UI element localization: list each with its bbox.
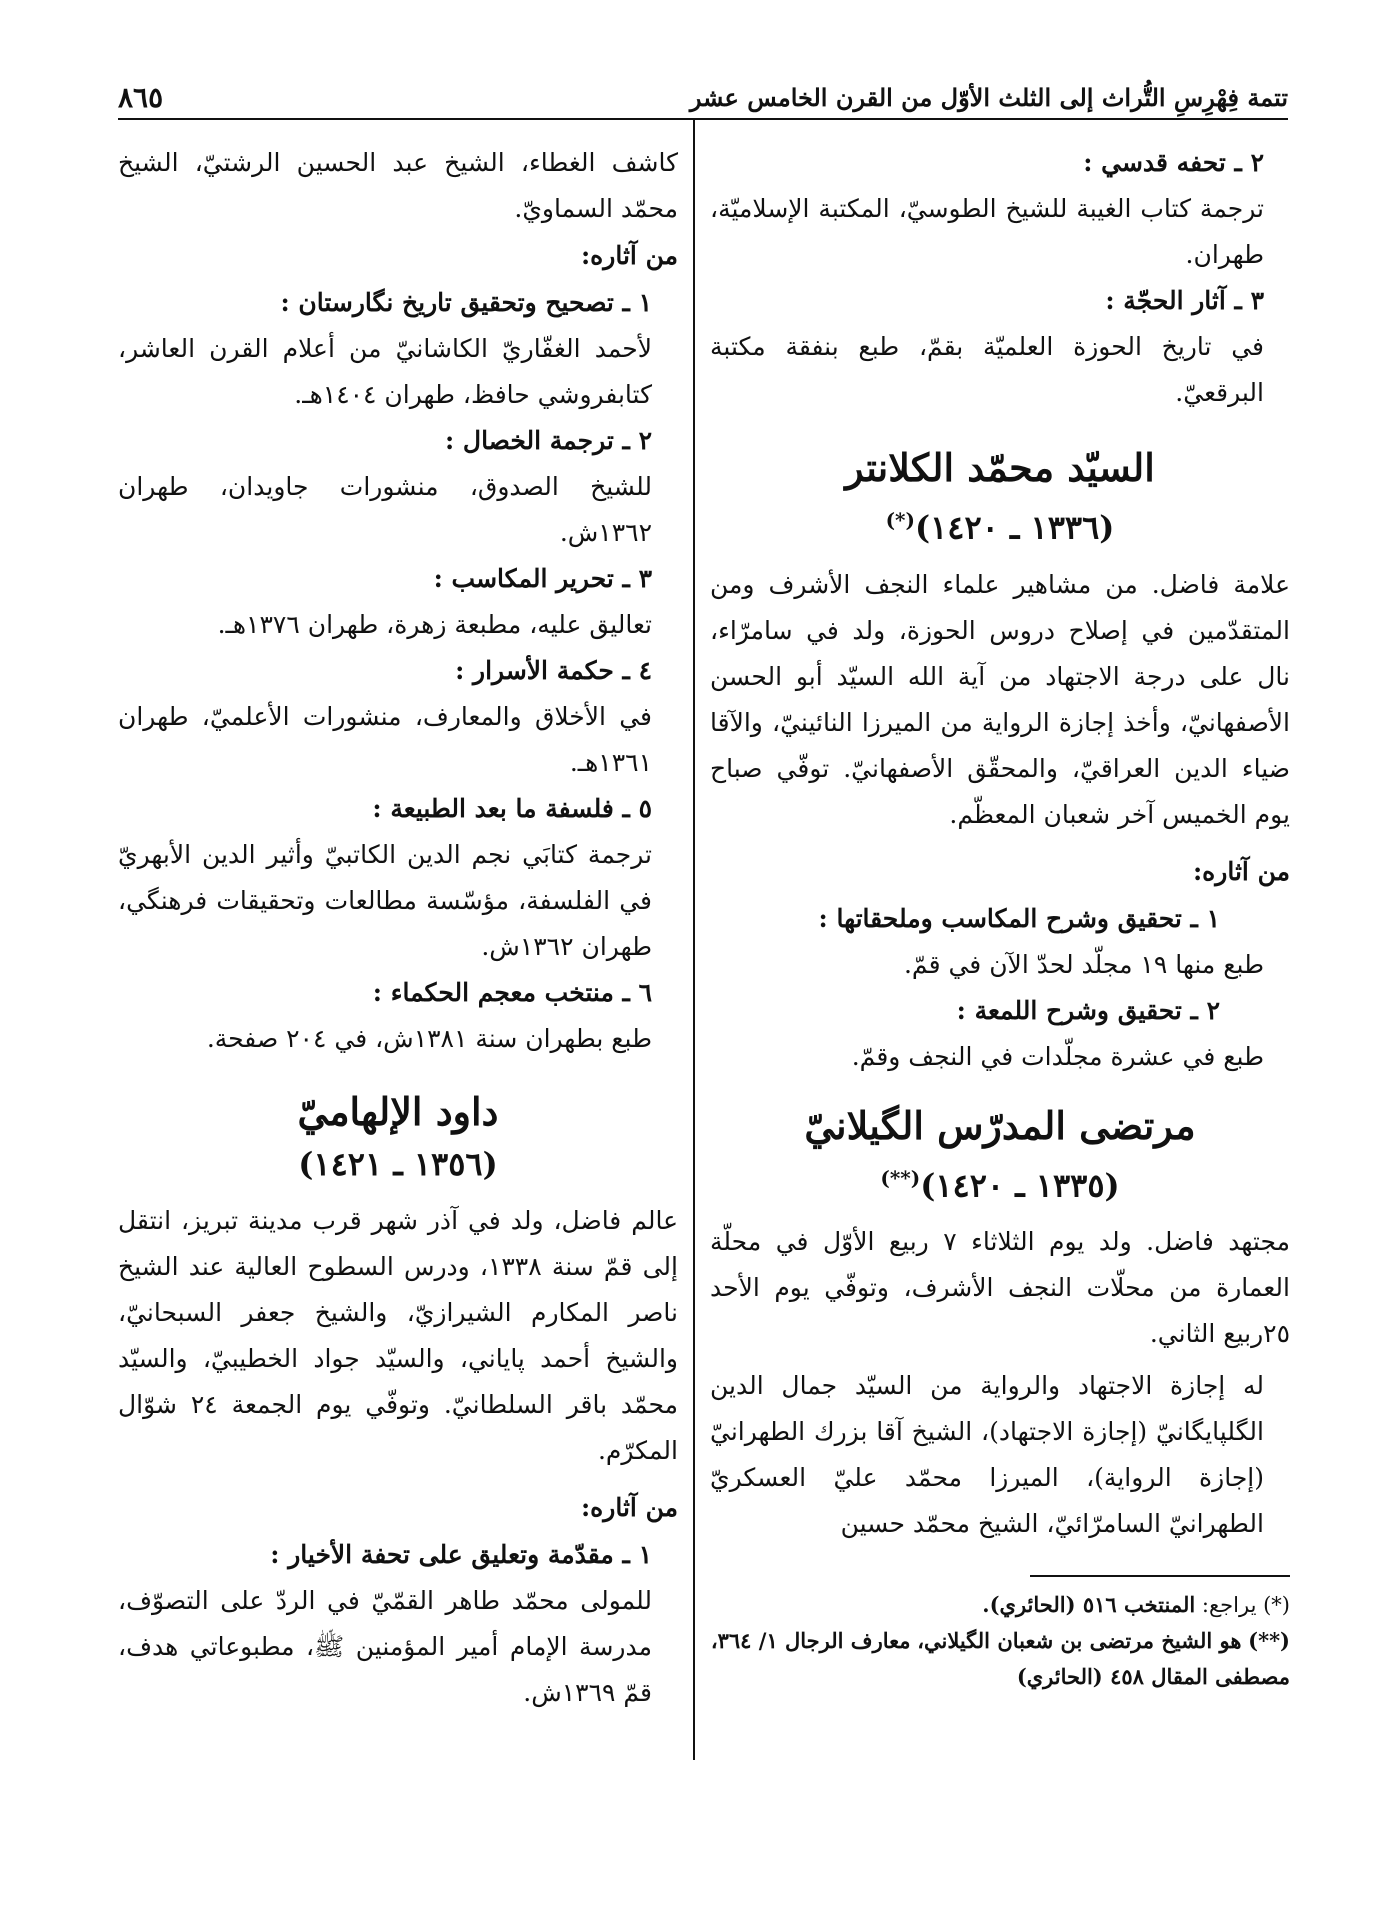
biography-name: السيّد محمّد الكلانتر bbox=[845, 445, 1155, 490]
item-body: طبع في عشرة مجلّدات في النجف وقمّ. bbox=[851, 1041, 1264, 1071]
item-title: ٦ ـ منتخب معجم الحكماء : bbox=[372, 978, 652, 1007]
works-heading: من آثاره: bbox=[1192, 856, 1290, 886]
biography-dates bbox=[710, 1154, 1290, 1210]
item-title: ٥ ـ فلسفة ما بعد الطبيعة : bbox=[372, 794, 652, 823]
item-body: في الأخلاق والمعارف، منشورات الأعلميّ، طهران ١٣٦١هـ. bbox=[118, 702, 652, 777]
item-title: ٣ ـ تحرير المكاسب : bbox=[433, 564, 652, 593]
footnote-text: يراجع: bbox=[1201, 1593, 1257, 1618]
footnote-mark: (**) bbox=[1248, 1628, 1290, 1654]
item-body: تعاليق عليه، مطبعة زهرة، طهران ١٣٧٦هـ. bbox=[217, 610, 652, 639]
biography-name: داود الإلهاميّ bbox=[297, 1089, 499, 1134]
page-number: ٨٦٥ bbox=[118, 81, 164, 114]
biography-text: عالم فاضل، ولد في آذر شهر قرب مدينة تبريز، انتقل إلى قمّ سنة ١٣٣٨، ودرس السطوح العالية عند الشيخ ناصر المكارم الشيرازيّ، والشيخ جعفر السبحانيّ، والشيخ أحمد پاياني، والسيّد جواد الخطيبيّ، والسيّد محمّد باقر السلطانيّ. وتوفّي يوم الجمعة ٢٤ شوّال المكرّم. bbox=[118, 1206, 678, 1465]
item-body: طبع منها ١٩ مجلّد لحدّ الآن في قمّ. bbox=[903, 949, 1264, 979]
biography-dates bbox=[710, 496, 1290, 552]
item-title: ٤ ـ حكمة الأسرار : bbox=[455, 656, 652, 685]
footnote-text: هو الشيخ مرتضى بن شعبان الگيلاني، bbox=[917, 1628, 1242, 1654]
item-body: في تاريخ الحوزة العلميّة بقمّ، طبع بنفقة مكتبة البرقعيّ. bbox=[710, 332, 1264, 407]
running-title: تتمة فِهْرِسِ التُّراث إلى الثلث الأوّل من القرن الخامس عشر bbox=[689, 83, 1288, 112]
biography-text: علامة فاضل. من مشاهير علماء النجف الأشرف ومن المتقدّمين في إصلاح دروس الحوزة، ولد في سامرّاء، نال على درجة الاجتهاد من آية الله السيّد أبو الحسن الأصفهانيّ، وأخذ إجازة الرواية من الميرزا النائينيّ، والآقا ضياء الدين العراقيّ، والمحقّق الأصفهانيّ. توفّي صباح يوم الخميس آخر شعبان المعظّم. bbox=[710, 569, 1290, 829]
dates-text: (١٣٣٦ ـ ١٤٢٠) bbox=[914, 508, 1115, 547]
item-body: لأحمد الغفّاريّ الكاشانيّ من أعلام القرن العاشر، كتابفروشي حافظ، طهران ١٤٠٤هـ. bbox=[118, 334, 652, 409]
footnote-rule bbox=[1030, 1575, 1290, 1577]
item-title: ١ ـ مقدّمة وتعليق على تحفة الأخيار : bbox=[270, 1540, 652, 1569]
biography-dates: (١٣٥٦ ـ ١٤٢١) bbox=[298, 1145, 498, 1183]
item-body: للمولى محمّد طاهر القمّيّ في الردّ على التصوّف، مدرسة الإمام أمير المؤمنين ﷺ، مطبوعاتي هدف، قمّ ١٣٦٩ش. bbox=[118, 1586, 652, 1707]
left-column bbox=[118, 140, 678, 1716]
biography-name: مرتضى المدرّس الگيلانيّ bbox=[804, 1102, 1196, 1148]
footnote-mark: (*) bbox=[1263, 1593, 1290, 1618]
footnote-source: المنتخب ٥١٦ (الحائري). bbox=[982, 1592, 1196, 1618]
item-title: ٢ ـ تحفه قدسي : bbox=[1083, 148, 1264, 177]
biography-text: مجتهد فاضل. ولد يوم الثلاثاء ٧ ربيع الأوّل في محلّة العمارة من محلّات النجف الأشرف، وتوفّي يوم الأحد ٢٥ربيع الثاني. bbox=[710, 1227, 1290, 1349]
item-title: ٣ ـ آثار الحجّة : bbox=[1105, 286, 1264, 315]
item-body: طبع بطهران سنة ١٣٨١ش، في ٢٠٤ صفحة. bbox=[206, 1024, 652, 1053]
dates-text: (١٣٣٥ ـ ١٤٢٠) bbox=[920, 1166, 1120, 1205]
biography-text: له إجازة الاجتهاد والرواية من السيّد جمال الدين الگلپايگانيّ (إجازة الاجتهاد)، الشيخ آقا بزرك الطهرانيّ (إجازة الرواية)، الميرزا محمّد عليّ العسكريّ الطهرانيّ السامرّائيّ، الشيخ محمّد حسين bbox=[710, 1371, 1264, 1539]
item-body: ترجمة كتابَي نجم الدين الكاتبيّ وأثير الدين الأبهريّ في الفلسفة، مؤسّسة مطالعات وتحقيقات فرهنگي، طهران ١٣٦٢ش. bbox=[118, 840, 652, 961]
item-title: ١ ـ تصحيح وتحقيق تاريخ نگارستان : bbox=[280, 288, 652, 317]
footnote-source: معارف الرجال ١/ ٣٦٤، مصطفى المقال ٤٥٨ (الحائري) bbox=[710, 1628, 1290, 1690]
footnote bbox=[710, 1623, 1290, 1695]
right-column bbox=[710, 140, 1290, 1695]
works-heading: من آثاره: bbox=[580, 1493, 678, 1522]
footnote-ref: (*) bbox=[885, 508, 915, 532]
works-heading: من آثاره: bbox=[580, 241, 678, 270]
item-body: للشيخ الصدوق، منشورات جاويدان، طهران ١٣٦٢ش. bbox=[118, 472, 652, 547]
page-header bbox=[118, 70, 1288, 120]
item-title: ٢ ـ تحقيق وشرح اللمعة : bbox=[956, 995, 1220, 1025]
footnote-ref: (**) bbox=[880, 1165, 921, 1190]
item-title: ٢ ـ ترجمة الخصال : bbox=[444, 426, 652, 455]
item-body: ترجمة كتاب الغيبة للشيخ الطوسيّ، المكتبة الإسلاميّة، طهران. bbox=[710, 194, 1264, 269]
item-title: ١ ـ تحقيق وشرح المكاسب وملحقاتها : bbox=[818, 903, 1220, 933]
column-divider bbox=[693, 120, 695, 1760]
continued-text: كاشف الغطاء، الشيخ عبد الحسين الرشتيّ، الشيخ محمّد السماويّ. bbox=[118, 148, 678, 223]
footnote bbox=[710, 1587, 1290, 1623]
